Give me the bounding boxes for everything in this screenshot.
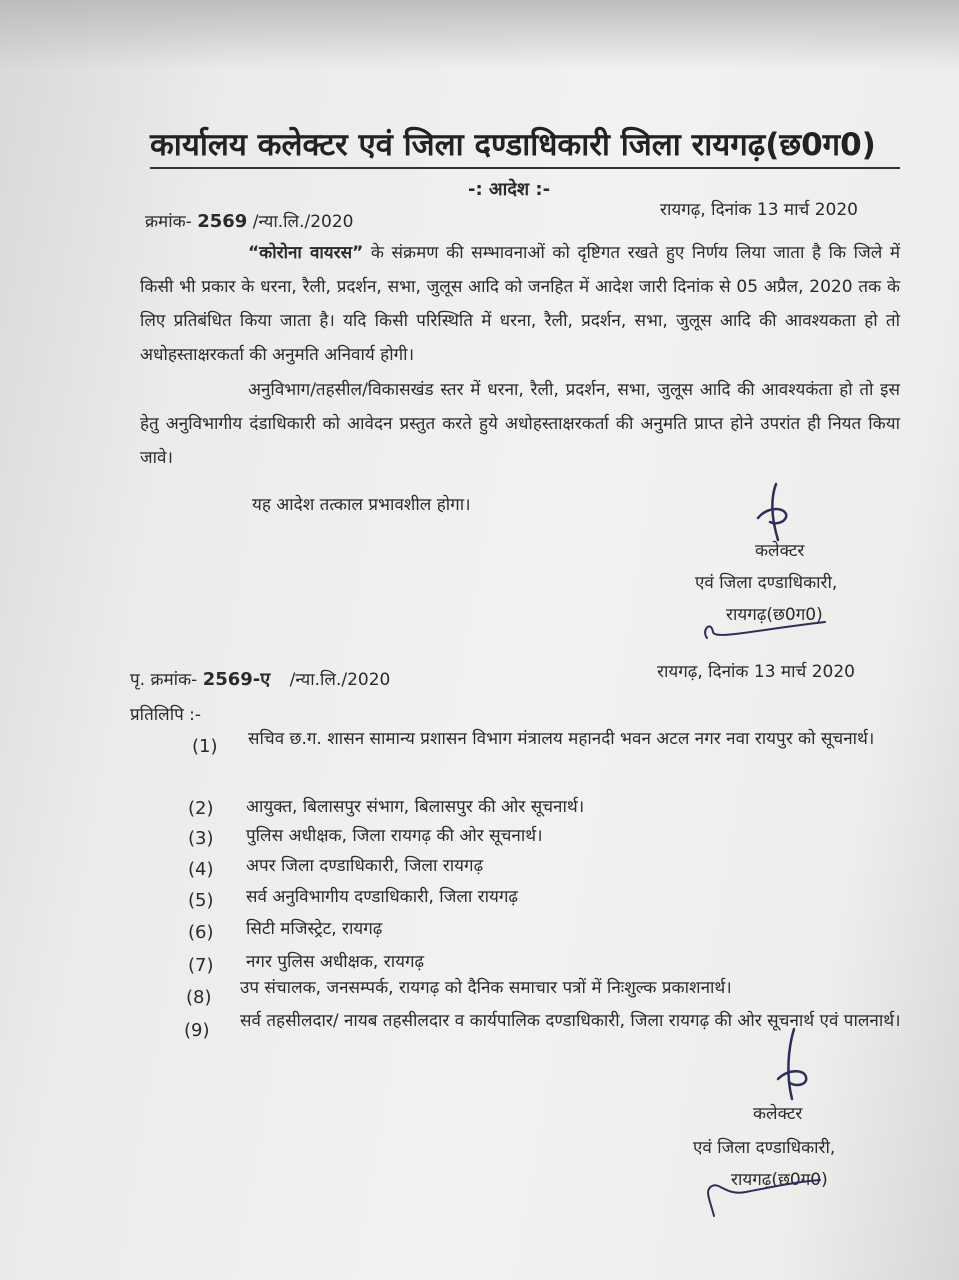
list-item-text: नगर पुलिस अधीक्षक, रायगढ़ [246,952,425,972]
list-item-text: पुलिस अधीक्षक, जिला रायगढ़ की ओर सूचनार्थ। [246,826,543,846]
list-item-text: उप संचालक, जनसम्पर्क, रायगढ़ को दैनिक समाचार पत्रों में निःशुल्क प्रकाशनार्थ। [240,978,732,998]
order-number-suffix: /न्या.लि./2020 [252,212,354,232]
order-heading: -: आदेश :- [468,179,551,200]
paragraph-1-text: के संक्रमण की सम्भावनाओं को दृष्टिगत रखते हुए निर्णय लिया जाता है कि जिले में किसी भी प्रकार के धरना, रैली, प्रदर्शन, सभा, जुलूस आदि को जनहित में आदेश जारी दिनांक से 05 अप्रैल, 2020 तक के लिए प्रतिबंधित किया जाता है। यदि किसी परिस्थिति में धरना, रैली, प्रदर्शन, सभा, जुलूस आदि की आवश्यकता हो तो अधोहस्ताक्षरकर्ता की अनुमति अनिवार्य होगी। [140,243,900,365]
list-item-text: सिटी मजिस्ट्रेट, रायगढ़ [246,919,383,939]
order-paragraph-3: यह आदेश तत्काल प्रभावशील होगा। [252,495,471,515]
signatory-1-designation: एवं जिला दण्डाधिकारी, [695,573,838,593]
signatory-1-title: कलेक्टर [755,541,805,561]
endorsement-number-line [130,670,390,690]
list-item-number: (3) [188,828,214,849]
signature-2 [770,1025,820,1105]
endorsement-number: 2569-ए [202,669,271,690]
office-title: कार्यालय कलेक्टर एवं जिला दण्डाधिकारी जिला रायगढ़(छ0ग0) [150,125,900,169]
order-number-line [145,212,353,232]
list-item-number: (2) [188,798,214,819]
signature-2-underline [696,1160,826,1220]
page-shadow [0,0,959,70]
list-item-text: आयुक्त, बिलासपुर संभाग, बिलासपुर की ओर सूचनार्थ। [246,797,585,817]
signatory-2-location: रायगढ़(छ0ग0) [731,1170,828,1190]
list-item-text: सर्व तहसीलदार/ नायब तहसीलदार व कार्यपालिक दण्डाधिकारी, जिला रायगढ़ की ओर सूचनार्थ एवं पालनार्थ। [240,1011,901,1031]
list-item-number: (5) [188,890,214,911]
order-paragraph-2: अनुविभाग/तहसील/विकासखंड स्तर में धरना, रैली, प्रदर्शन, सभा, जुलूस आदि की आवश्यकंता हो तो इस हेतु अनुविभागीय दंडाधिकारी को आवेदन प्रस्तुत करते हुये अधोहस्ताक्षरकर्ता की अनुमति प्राप्त होने उपरांत ही नियत किया जावे। [140,380,900,468]
list-item-number: (9) [184,1020,210,1041]
list-item-text: सर्व अनुविभागीय दण्डाधिकारी, जिला रायगढ़ [246,887,519,907]
endorsement-number-label: पृ. क्रमांक- [130,670,198,690]
order-number: 2569 [197,211,248,232]
endorsement-place-date: रायगढ़, दिनांक 13 मार्च 2020 [657,662,855,682]
signature-1 [748,480,798,550]
order-paragraph-1 [140,236,900,372]
list-item-text: अपर जिला दण्डाधिकारी, जिला रायगढ़ [246,856,484,876]
corona-virus-text: “कोरोना वायरस” [248,243,364,263]
list-item-number: (6) [188,922,214,943]
list-item-number: (8) [186,987,212,1008]
list-item-number: (1) [192,736,218,757]
copy-to-label: प्रतिलिपि :- [130,705,202,725]
signatory-2-designation: एवं जिला दण्डाधिकारी, [693,1138,836,1158]
endorsement-number-suffix: /न्या.लि./2020 [289,670,391,690]
list-item-number: (7) [188,955,214,976]
order-number-label: क्रमांक- [145,212,192,232]
list-item-text: सचिव छ.ग. शासन सामान्य प्रशासन विभाग मंत्रालय महानदी भवन अटल नगर नवा रायपुर को सूचनार्थ। [248,729,875,749]
signatory-1-location: रायगढ़(छ0ग0) [726,605,823,625]
list-item-number: (4) [188,859,214,880]
order-place-date: रायगढ़, दिनांक 13 मार्च 2020 [660,200,858,220]
signature-1-underline [695,600,835,645]
signatory-2-title: कलेक्टर [753,1104,803,1124]
